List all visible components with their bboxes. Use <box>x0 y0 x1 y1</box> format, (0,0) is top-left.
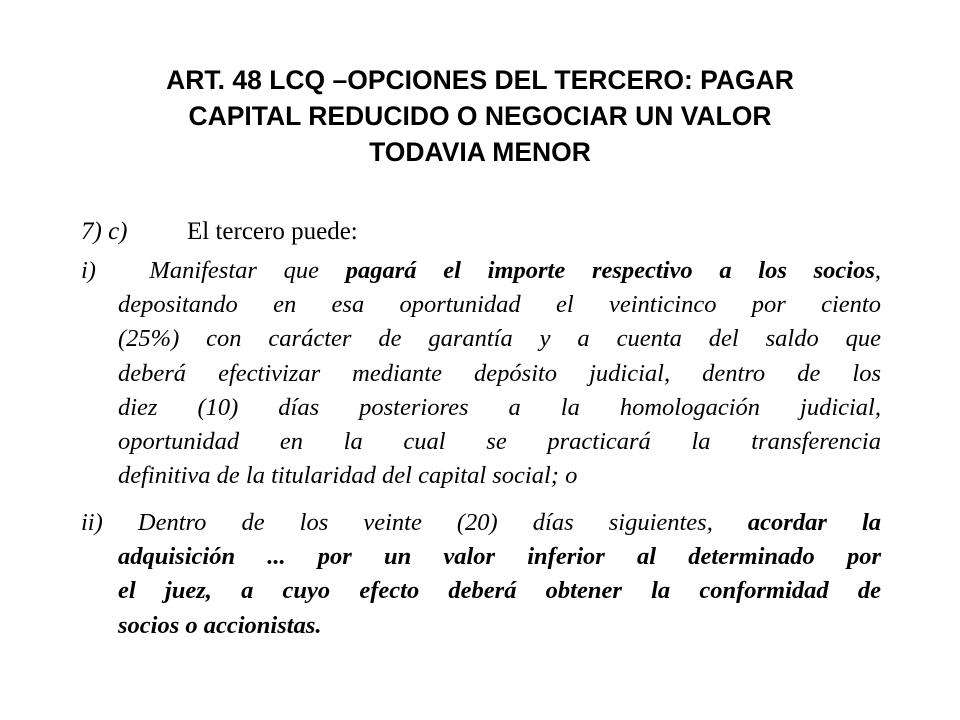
intro-label: 7) c) <box>81 218 128 245</box>
option-i-line: depositando en esa oportunidad el veinticinco por ciento <box>118 291 881 319</box>
option-ii-emphasis: el juez, a cuyo efecto deberá obtener la conformidad de <box>118 577 881 605</box>
option-ii-line <box>81 609 881 643</box>
intro-line <box>81 216 358 248</box>
option-i-marker: i) <box>81 257 96 284</box>
option-i-line <box>81 254 881 288</box>
title-line-3: TODAVIA MENOR <box>369 137 591 167</box>
intro-text: El tercero puede: <box>187 218 358 245</box>
option-i-comma: , <box>874 257 881 284</box>
option-ii-emphasis: acordar la <box>747 509 882 536</box>
option-ii-emphasis: adquisición ... por un valor inferior al determinado por <box>118 543 881 571</box>
option-i-line: definitiva de la titularidad del capital social; o <box>118 462 578 490</box>
option-i-text: Manifestar que <box>149 257 346 284</box>
option-i-line: (25%) con carácter de garantía y a cuenta del saldo que <box>118 325 881 353</box>
option-i-line: diez (10) días posteriores a la homologación judicial, <box>118 393 881 421</box>
option-ii-line <box>81 574 881 608</box>
option-i-emphasis: pagará el importe respectivo a los socios <box>345 257 875 284</box>
option-ii-emphasis: socios o accionistas. <box>118 611 322 639</box>
option-ii-marker: ii) <box>81 509 103 536</box>
option-ii-line <box>81 506 881 540</box>
title-line-1: ART. 48 LCQ –OPCIONES DEL TERCERO: PAGAR <box>166 65 794 95</box>
title-line-2: CAPITAL REDUCIDO O NEGOCIAR UN VALOR <box>188 101 772 131</box>
option-ii-text: Dentro de los veinte (20) días siguientes, <box>137 509 748 536</box>
option-ii-line <box>81 540 881 574</box>
option-i-paragraph <box>81 254 881 493</box>
option-i-line: oportunidad en la cual se practicará la transferencia <box>118 428 881 456</box>
option-ii-paragraph <box>81 506 881 643</box>
page-title <box>100 62 860 170</box>
option-i-line: deberá efectivizar mediante depósito judicial, dentro de los <box>118 359 881 387</box>
